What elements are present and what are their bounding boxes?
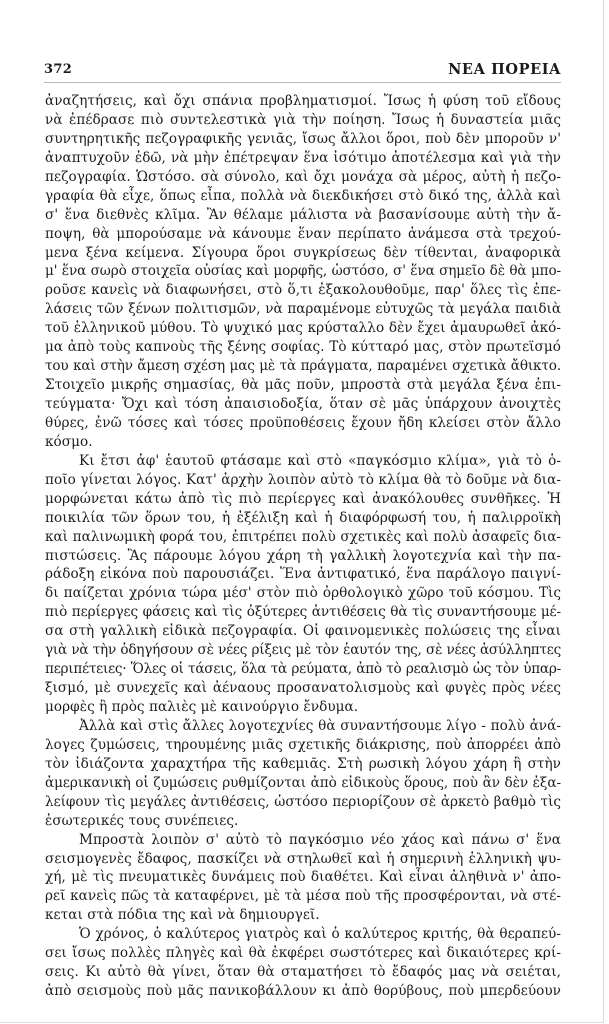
text-line: σ' ἕνα διεθνὲς κλῖμα. Ἂν θέλαμε μάλιστα νὰ βασανίσουμε αὐτὴ τὴν ἄ- (45, 206, 561, 223)
text-line: πιὸ περίεργες φάσεις καὶ τὶς ὀξύτερες ἀντιθέσεις θὰ τὶς συναντήσουμε μέ- (45, 604, 561, 621)
text-line: ἐσωτερικές τους συνέπειες. (45, 812, 239, 829)
text-line: ξισμό, μὲ συνεχεῖς καὶ ἀέναους προσανατολισμοὺς καὶ φυγὲς πρὸς νέες (45, 680, 561, 697)
text-line: ράδοξη εἰκόνα ποὺ παρουσιάζει. Ἕνα ἀντιφατικό, ἕνα παράλογο παιγνί- (45, 566, 561, 583)
page-header (44, 60, 561, 83)
text-line: γιὰ νὰ τὴν ὁδηγήσουν σὲ νέες ρίξεις μὲ τὸν ἑαυτόν της, σὲ νέες ἀσύλληπτες (45, 642, 561, 659)
text-line: μενα ξένα κείμενα. Σίγουρα ὅροι συγκρίσεως δὲν τίθενται, ἀναφορικὰ (45, 244, 561, 261)
text-line: Στοιχεῖο μικρῆς σημασίας, θὰ μᾶς ποῦν, μπροστὰ στὰ μεγάλα ξένα ἐπι- (45, 377, 561, 394)
text-line: νὰ ἐπέδρασε πιὸ συντελεστικὰ γιὰ τὴν ποίηση. Ἴσως ἡ δυναστεία μιᾶς (45, 111, 561, 128)
text-line: μορφώνεται κάτω ἀπὸ τὶς πιὸ περίεργες καὶ ἀνακόλουθες συνθῆκες. Ἡ (45, 490, 561, 507)
text-line: σεις. Κι αὐτὸ θὰ γίνει, ὅταν θὰ σταματήσει τὸ ἔδαφός μας νὰ σειέται, (45, 964, 561, 981)
text-line: σει ἴσως πολλὲς πληγὲς καὶ θὰ ἐκφέρει σωστότερες καὶ δικαιότερες κρί- (45, 945, 561, 962)
text-line: γραφία θὰ εἶχε, ὅπως εἶπα, πολλὰ νὰ διεκδικήσει στὸ δικό της, ἀλλὰ καὶ (45, 187, 561, 204)
text-line: λείφουν τὶς μεγάλες ἀντιθέσεις, ὡστόσο περιορίζουν σὲ ἀρκετὸ βαθμὸ τὶς (45, 793, 561, 810)
text-line: κόσμο. (45, 433, 93, 450)
text-line: Ὁ χρόνος, ὁ καλύτερος γιατρὸς καὶ ὁ καλύτερος κριτής, θὰ θεραπεύ- (79, 926, 561, 943)
text-line: ποικιλία τῶν ὅρων του, ἡ ἐξέλιξη καὶ ἡ διαφόρφωσή του, ἡ παλιρροϊκὴ (45, 509, 561, 526)
text-line: πιστώσεις. Ἂς πάρουμε λόγου χάρη τὴ γαλλικὴ λογοτεχνία καὶ τὴν πα- (45, 547, 561, 564)
text-line: Ἀλλὰ καὶ στὶς ἄλλες λογοτεχνίες θὰ συναντήσουμε λίγο - πολὺ ἀνά- (79, 717, 561, 734)
text-line: ἀναζητήσεις, καὶ ὄχι σπάνια προβληματισμοί. Ἴσως ἡ φύση τοῦ εἴδους (45, 93, 561, 109)
text-line: ποψη, θὰ μπορούσαμε νὰ κάνουμε ἕναν περίπατο ἀνάμεσα στὰ τρεχού- (45, 225, 561, 242)
page-number: 372 (44, 62, 73, 77)
text-line: τὸν ἰδιάζοντα χαραχτήρα τῆς καθεμιᾶς. Στὴ ρωσικὴ λόγου χάρη ἢ στὴν (45, 755, 561, 772)
text-line: τοῦ ἑλληνικοῦ μύθου. Τὸ ψυχικό μας κρύσταλλο δὲν ἔχει ἀμαυρωθεῖ ἀκό- (45, 320, 561, 337)
paragraph (45, 831, 561, 926)
text-line: τεύγματα· Ὄχι καὶ τόση ἀπαισιοδοξία, ὅταν σὲ μᾶς ὑπάρχουν ἀνοιχτὲς (45, 396, 561, 412)
text-line: δι παίζεται χρόνια τώρα μέσ' στὸν πιὸ ὀρθολογικὸ χῶρο τοῦ κόσμου. Τὶς (45, 585, 561, 602)
text-line: πεζογραφία. Ὡστόσο. σὰ σύνολο, καὶ ὄχι μονάχα σὰ μέρος, αὐτὴ ἡ πεζο- (45, 168, 561, 185)
text-line: σα στὴ γαλλικὴ εἰδικὰ πεζογραφία. Οἱ φαινομενικὲς πολώσεις της εἶναι (45, 623, 561, 640)
text-line: ροῦσε κανεὶς νὰ διαφωνήσει, στὸ ὅ,τι ἐξακολουθοῦμε, παρ' ὅλες τὶς ἐπε- (45, 282, 561, 299)
text-line: του καὶ στὴν ἄμεση σχέση μας μὲ τὰ πράγματα, παραμένει σχετικὰ ἄθικτο. (45, 358, 561, 375)
text-line: ἀπὸ σεισμοὺς ποὺ μᾶς πανικοβάλλουν κι ἀπὸ θορύβους, ποὺ μπερδεύουν (45, 983, 561, 1000)
running-title: ΝΕΑ ΠΟΡΕΙΑ (448, 61, 561, 78)
text-line: μα ἀπὸ τοὺς καπνοὺς τῆς ξένης σοφίας. Τὸ κύτταρό μας, στὸν πρωτεϊσμό (45, 339, 561, 356)
text-line: καὶ παλινωμικὴ φορά του, ἐπιτρέπει πολὺ σχετικὲς καὶ πολὺ ἀσαφεῖς δια- (45, 528, 561, 545)
text-line: λογες ζυμώσεις, τηρουμένης μιᾶς σχετικῆς διάκρισης, ποὺ ἀπορρέει ἀπὸ (45, 736, 561, 753)
body-text (45, 92, 561, 1001)
text-line: θύρες, ἐνῶ τόσες καὶ τόσες προϋποθέσεις ἔχουν ἤδη κλείσει στὸν ἄλλο (45, 414, 561, 431)
paragraph (45, 452, 561, 717)
text-line: Μπροστὰ λοιπὸν σ' αὐτὸ τὸ παγκόσμιο νέο χάος καὶ πάνω σ' ἕνα (79, 831, 561, 848)
text-line: ἀναπτυχοῦν ἐδῶ, νὰ μὴν ἐπέτρεψαν ἕνα ἰσότιμο ἀποτέλεσμα καὶ γιὰ τὴν (45, 149, 561, 166)
paragraph (45, 717, 561, 831)
text-line: ποῖο γίνεται λόγος. Κατ' ἀρχὴν λοιπὸν αὐτὸ τὸ κλίμα θὰ τὸ δοῦμε νὰ δια- (45, 471, 561, 488)
paragraph (45, 925, 561, 1001)
text-line: μ' ἕνα σωρὸ στοιχεῖα οὐσίας καὶ μορφῆς, ὡστόσο, σ' ἕνα σημεῖο δὲ θὰ μπο- (45, 263, 561, 280)
text-line: ρεῖ κανεὶς πῶς τὰ καταφέρνει, μὲ τὰ μέσα ποὺ τῆς προσφέρονται, νὰ στέ- (45, 888, 561, 905)
text-line: σεισμογενὲς ἔδαφος, πασκίζει νὰ στηλωθεῖ καὶ ἡ σημερινὴ ἑλληνικὴ ψυ- (45, 850, 561, 867)
text-line: συντηρητικῆς πεζογραφικῆς γενιᾶς, ἴσως ἄλλοι ὅροι, ποὺ δὲν μποροῦν ν' (45, 130, 561, 147)
text-line: ἀμερικανικὴ οἱ ζυμώσεις ρυθμίζονται ἀπὸ εἰδικοὺς ὅρους, ποὺ ἂν δὲν ἐξα- (45, 774, 561, 791)
text-line: Κι ἔτσι ἀφ' ἑαυτοῦ φτάσαμε καὶ στὸ «παγκόσμιο κλίμα», γιὰ τὸ ὁ- (79, 452, 561, 469)
text-line: περιπέτειες· Ὅλες οἱ τάσεις, ὅλα τὰ ρεύματα, ἀπὸ τὸ ρεαλισμὸ ὡς τὸν ὑπαρ- (45, 661, 561, 678)
text-line: μορφὲς ἢ πρὸς παλιὲς μὲ καινούργιο ἔνδυμα. (45, 699, 359, 715)
paragraph (45, 92, 561, 452)
text-line: χή, μὲ τὶς πνευματικὲς δυνάμεις ποὺ διαθέτει. Καὶ εἶναι ἀληθινὰ ν' ἀπο- (45, 869, 561, 886)
text-line: κεται στὰ πόδια της καὶ νὰ δημιουργεῖ. (45, 907, 320, 924)
text-line: λάσεις τῶν ξένων πολιτισμῶν, νὰ παραμένομε εὐτυχῶς τὰ μεγάλα παιδιὰ (45, 301, 561, 318)
